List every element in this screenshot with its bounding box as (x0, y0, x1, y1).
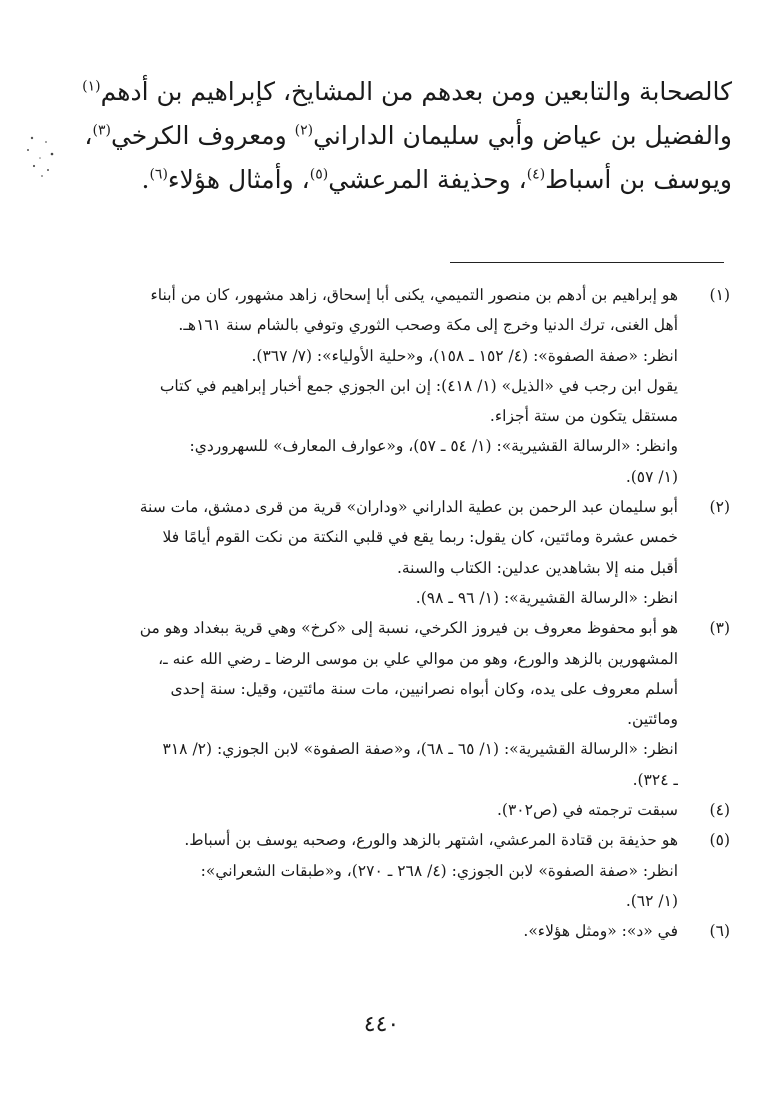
footnote (30, 613, 730, 795)
footnote (30, 492, 730, 613)
footnote-body (30, 916, 678, 946)
footnote-number: (٢) (709, 498, 730, 517)
footnote-number: (١) (709, 286, 730, 304)
footnote-number: (٦) (709, 922, 730, 941)
footnote-line: انظر: «الرسالة القشيرية»: (١/ ٩٦ ـ ٩٨). (415, 588, 678, 607)
main-text-run: ، وأمثال هؤلاء (167, 165, 310, 194)
main-line (40, 114, 732, 158)
main-text-run: ويوسف بن أسباط (545, 165, 732, 194)
main-text-run: ومعروف الكرخي (110, 121, 295, 150)
footnote-line: أسلم معروف على يده، وكان أبواه نصرانيين، مات سنة مائتين، وقيل: سنة إحدى (170, 679, 678, 698)
footnote-line: يقول ابن رجب في «الذيل» (١/ ٤١٨): إن ابن الجوزي جمع أخبار إبراهيم في كتاب (159, 376, 678, 395)
footnote-line: خمس عشرة ومائتين، كان يقول: ربما يقع في قلبي النكتة من نكت القوم أيامًا فلا (162, 528, 678, 547)
footnote-line: ومائتين. (627, 710, 678, 729)
footnote-line: في «د»: «ومثل هؤلاء». (523, 922, 678, 941)
footnote-line: انظر: «صفة الصفوة» لابن الجوزي: (٤/ ٢٦٨ ـ ٢٧٠)، و«طبقات الشعراني»: (200, 861, 678, 880)
footnote-body (30, 613, 678, 795)
footnotes (30, 280, 730, 947)
footnote-ref[interactable]: (٣) (92, 122, 111, 139)
footnote-ref[interactable]: (٤) (526, 166, 546, 183)
footnote-line: هو إبراهيم بن أدهم بن منصور التميمي، يكنى أبا إسحاق، زاهد مشهور، كان من أبناء (150, 286, 678, 304)
footnote-line: مستقل يتكون من ستة أجزاء. (489, 407, 678, 426)
footnote-line: وانظر: «الرسالة القشيرية»: (١/ ٥٤ ـ ٥٧)، و«عوارف المعارف» للسهروردي: (189, 437, 678, 456)
main-text-run: والفضيل بن عياض وأبي سليمان الداراني (313, 121, 732, 150)
footnote-line: المشهورين بالزهد والورع، وهو من موالي علي بن موسى الرضا ـ رضي الله عنه ـ، (158, 649, 678, 668)
footnote-line: سبقت ترجمته في (ص٣٠٢). (497, 801, 678, 820)
main-paragraph (40, 70, 732, 202)
main-text-run: كالصحابة والتابعين ومن بعدهم من المشايخ، كإبراهيم بن أدهم (100, 77, 732, 106)
footnote-ref[interactable]: (١) (82, 78, 101, 95)
footnote-number: (٤) (709, 801, 730, 820)
footnote-body (30, 795, 678, 825)
scan-speckle-decoration (22, 132, 60, 182)
footnote-line: انظر: «صفة الصفوة»: (٤/ ١٥٢ ـ ١٥٨)، و«حلية الأولياء»: (٧/ ٣٦٧). (251, 346, 678, 365)
footnote-number: (٥) (709, 831, 730, 850)
footnote-line: أقبل منه إلا بشاهدين عدلين: الكتاب والسنة. (396, 558, 678, 577)
footnote-line: أهل الغنى، ترك الدنيا وخرج إلى مكة وصحب الثوري وتوفي بالشام سنة ١٦١هـ. (178, 316, 678, 335)
footnote-line: أبو سليمان عبد الرحمن بن عطية الداراني «وداران» قرية من قرى دمشق، مات سنة (139, 498, 678, 517)
footnote-body (30, 280, 678, 492)
footnote-line: هو أبو محفوظ معروف بن فيروز الكرخي، نسبة إلى «كرخ» وهي قرية ببغداد وهو من (139, 619, 678, 638)
footnote-line: (١/ ٦٢). (625, 891, 678, 910)
footnote (30, 795, 730, 825)
main-text (40, 70, 732, 202)
footnote-body (30, 825, 678, 916)
footnote-line: (١/ ٥٧). (625, 467, 678, 486)
footnote-ref[interactable]: (٦) (149, 166, 168, 183)
footnote-line: ـ ٣٢٤). (632, 770, 678, 789)
footnote-line: هو حذيفة بن قتادة المرعشي، اشتهر بالزهد والورع، وصحبه يوسف بن أسباط. (184, 831, 678, 850)
footnote (30, 916, 730, 946)
footnote-ref[interactable]: (٥) (309, 166, 329, 183)
footnote-number: (٣) (709, 619, 730, 638)
main-line (40, 70, 732, 114)
footnote-ref[interactable]: (٢) (294, 122, 314, 139)
page-number: ٤٤٠ (363, 1012, 400, 1037)
footnote-separator (450, 262, 724, 263)
main-text-run: . (141, 165, 150, 194)
footnote-body (30, 492, 678, 613)
footnote-line: انظر: «الرسالة القشيرية»: (١/ ٦٥ ـ ٦٨)، و«صفة الصفوة» لابن الجوزي: (٢/ ٣١٨ (162, 740, 678, 759)
main-text-run: ، (84, 121, 93, 150)
main-text-run: ، وحذيفة المرعشي (328, 165, 527, 194)
footnote (30, 280, 730, 492)
footnote (30, 825, 730, 916)
main-line (40, 158, 732, 202)
